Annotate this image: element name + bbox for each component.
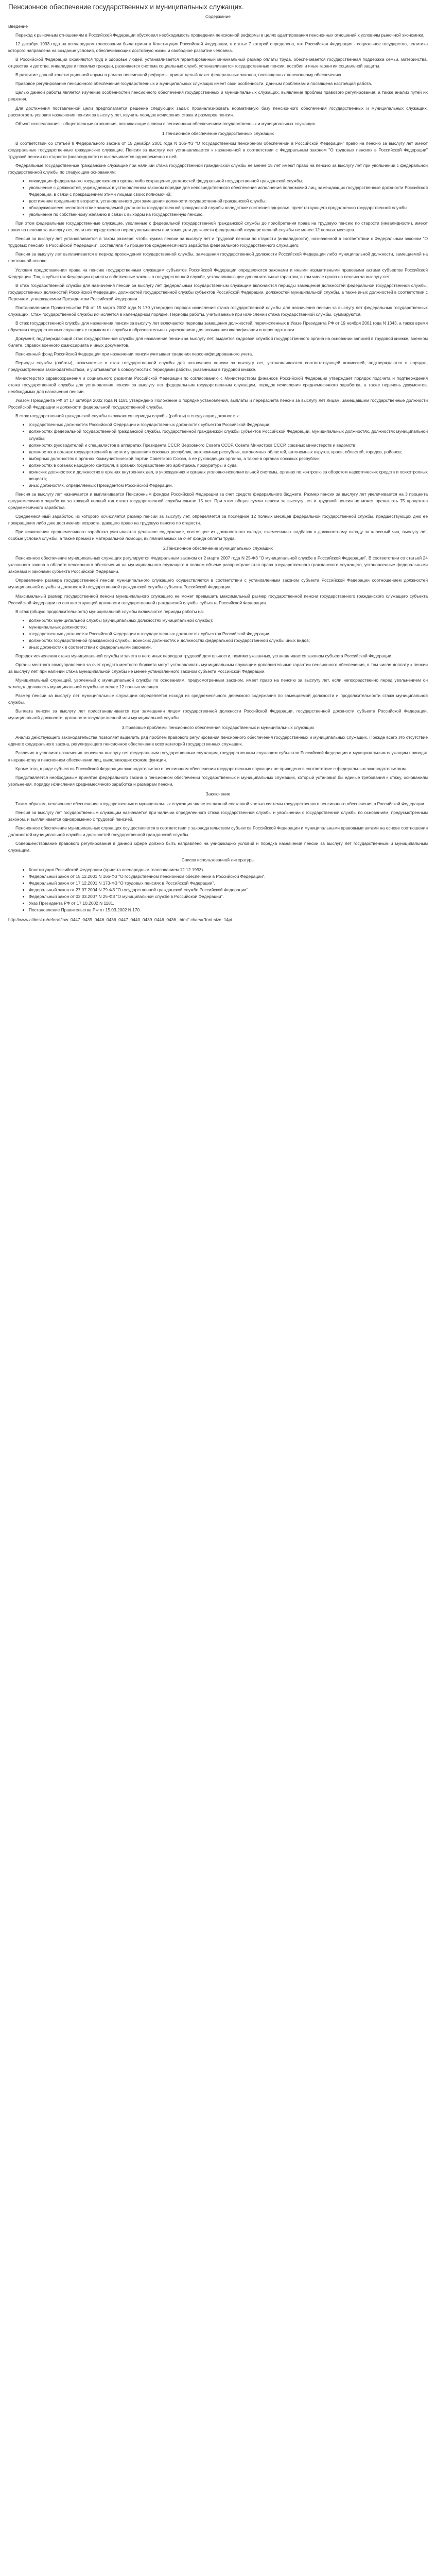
list-item: • воинских должностях и должностях в органах внутренних дел, в учреждениях и органах уголовно-исполнительной системы, органах по контролю за оборотом наркотических средств и психотропных веществ; [29,469,428,482]
paragraph: Среднемесячный заработок, из которого исчисляется размер пенсии за выслугу лет, определяется за последние 12 полных месяцев федеральной государственной службы, предшествующих дню ее прекращения либо дню достижения возраста, дающего право на трудовую пенсию по старости. [8,514,428,526]
paragraph: Представляется необходимым принятие федерального закона о пенсионном обеспечении государственных и муниципальных служащих, который установил бы единые требования к стажу, основаниям увольнения, порядку исчисления среднемесячного заработка и размерам пенсии. [8,774,428,787]
section-heading: Список использованной литературы [181,857,255,863]
list-item: • Федеральный закон от 02.03.2007 N 25-ФЗ "О муниципальной службе в Российской Федерации". [29,893,428,900]
paragraph: В стаж государственной службы для назначения пенсии за выслугу лет включаются периоды замещения должностей, перечисленных в Указе Президента РФ от 19 ноября 2001 года N 1343, а также время обучения государственных служащих с отрывом от службы в образовательных учреждениях для повышения квалификации и переподготовки. [8,320,428,332]
list-item: • муниципальных должностях; [29,624,428,631]
paragraph: Муниципальный служащий, уволенный с муниципальной службы по основаниям, предусмотренным законом, имеет право на пенсию за выслугу лет, если непосредственно перед увольнением он замещал должность муниципальной службы не менее 12 полных месяцев. [8,677,428,690]
document-page [8,0,428,934]
list-item: • Федеральный закон от 17.12.2001 N 173-ФЗ "О трудовых пенсиях в Российской Федерации". [29,880,428,887]
list-item: • выборных должностях в органах Коммунистической партии Советского Союза, в ее руководящих органах, а также в органах союзных республик; [29,455,428,462]
paragraph: При исчислении среднемесячного заработка учитываются денежное содержание, состоящее из должностного оклада, ежемесячных надбавок к должностному окладу за классный чин, выслугу лет, особые условия службы, а также премий и материальной помощи, выплачиваемых за счет фонда оплаты труда. [8,529,428,541]
paragraph: Порядок исчисления стажа муниципальной службы и зачета в него иных периодов трудовой деятельности, помимо указанных, устанавливается законом субъекта Российской Федерации. [15,653,393,658]
list-item: • Постановление Правительства РФ от 15.03.2002 N 170. [29,907,428,913]
list-item: • государственных должностях Российской Федерации и государственных должностях субъектов Российской Федерации; [29,421,428,428]
paragraph: Постановлением Правительства РФ от 15 марта 2002 года N 170 утвержден порядок исчисления стажа государственной службы для назначения пенсии за выслугу лет федеральных государственных служащих. Стаж государственной службы исчисляется в календарном порядке. Периоды работы, учитываемые при исчислении стажа государственной службы, суммируются. [8,304,428,317]
list-item: • Указ Президента РФ от 17.10.2002 N 1181. [29,900,428,907]
list-item: • Федеральный закон от 15.12.2001 N 166-ФЗ "О государственном пенсионном обеспечении в Российской Федерации". [29,873,428,880]
list-item: • ликвидация федерального государственного органа либо сокращение должностей федеральной государственной гражданской службы; [29,178,428,184]
list-item: • должностях в органах народного контроля, в органах государственного арбитража, прокуратуры и суда; [29,462,428,469]
paragraph: Максимальный размер государственной пенсии муниципального служащего не может превышать максимальный размер государственной пенсии государственного гражданского служащего субъекта Российской Федерации по соответствующей должности государственной гражданской службы субъекта Российской Федерации. [8,593,428,605]
paragraph: В Российской Федерации охраняются труд и здоровье людей, устанавливается гарантированный минимальный размер оплаты труда, обеспечивается государственная поддержка семьи, материнства, отцовства и детства, инвалидов и пожилых граждан, развивается система социальных служб, устанавливаются государственные пенсии, пособия и иные гарантии социальной защиты. [8,57,428,69]
toc-heading: Содержание [205,14,231,19]
paragraph: Переход к рыночным отношениям в Российской Федерации обусловил необходимость проведения пенсионной реформы в целях адаптирования пенсионных отношений к условиям рыночной экономики. [15,32,425,38]
document-body [8,23,428,913]
bullet-list [8,617,428,651]
list-item: • государственных должностях Российской Федерации и государственных должностях субъектов Российской Федерации; [29,631,428,637]
bullet-list [8,867,428,913]
paragraph: Анализ действующего законодательства позволяет выделить ряд проблем правового регулирования пенсионного обеспечения государственных и муниципальных служащих. Прежде всего это отсутствие единого федерального закона, регулирующего пенсионное обеспечение всех категорий государственных служащих. [8,735,428,747]
paragraph: В стаж государственной службы для назначения пенсии за выслугу лет федеральным государственным служащим включаются периоды замещения должностей федеральной государственной службы, государственных должностей Российской Федерации, должностей государственной службы субъектов Российской Федерации, должностей муниципальной службы, а также иных должностей в соответствии с Перечнем, утверждаемым Президентом Российской Федерации. [8,282,428,301]
section-heading: Заключение [205,791,231,796]
paragraph: Правовое регулирование пенсионного обеспечения государственных и муниципальных служащих имеет свои особенности. Данным проблемам и посвящена настоящая работа. [15,81,372,87]
paragraph: Объект исследования - общественные отношения, возникающие в связи с пенсионным обеспечением государственных и муниципальных служащих. [15,121,317,126]
paragraph: В соответствии со статьей 8 Федерального закона от 15 декабря 2001 года N 166-ФЗ "О государственном пенсионном обеспечении в Российской Федерации" право на пенсию за выслугу лет имеют федеральные государственные гражданские служащие. Пенсия за выслугу лет устанавливается к назначенной в соответствии с Федеральным законом "О трудовых пенсиях в Российской Федерации" трудовой пенсии по старости (инвалидности) и выплачивается одновременно с ней. [8,140,428,159]
paragraph: В стаж (общую продолжительность) муниципальной службы включаются периоды работы на: [15,608,204,614]
list-item: • Конституция Российской Федерации (принята всенародным голосованием 12.12.1993). [29,867,428,873]
list-item: • иных должностях, определяемых Президентом Российской Федерации. [29,482,428,489]
section-heading: 1.Пенсионное обеспечение государственных служащих [162,130,274,136]
paragraph: Пенсионный фонд Российской Федерации при назначении пенсии учитывает сведения персонифицированного учета. [15,351,253,357]
paragraph: Определение размера государственной пенсии муниципального служащего осуществляется в соответствии с установленным законом субъекта Российской Федерации соотношением должностей муниципальной службы и должностей государственной гражданской службы субъекта Российской Федерации. [8,578,428,590]
document-section [8,413,428,542]
list-item: • должностях в органах государственной власти и управления союзных республик, автономных республик, автономных областей, автономных округов, краев, областей, городов, районов; [29,449,428,455]
document-section [8,857,428,913]
list-item: • должностях государственной гражданской службы, воинских должностях и должностях федеральной государственной службы иных видов; [29,637,428,644]
paragraph: При этом федеральные государственные служащие, уволенные с федеральной государственной гражданской службы до приобретения права на трудовую пенсию по старости (инвалидности), имеют право на пенсию за выслугу лет, если непосредственно перед увольнением они замещали должности федеральной государственной службы не менее 12 полных месяцев. [8,221,428,233]
paragraph: Федеральные государственные гражданские служащие при наличии стажа государственной гражданской службы не менее 15 лет имеют право на пенсию за выслугу лет при увольнении с федеральной государственной службы по следующим основаниям: [8,162,428,175]
list-item: • иных должностях в соответствии с федеральными законами. [29,644,428,651]
paragraph: Размер пенсии за выслугу лет муниципальным служащим определяется исходя из среднемесячного денежного содержания по замещаемой должности и продолжительности стажа муниципальной службы. [8,693,428,705]
list-item: • Федеральный закон от 27.07.2004 N 79-ФЗ "О государственной гражданской службе Российской Федерации". [29,887,428,893]
list-item: • обнаружившееся несоответствие замещаемой должности государственной гражданской службы вследствие состояния здоровья, препятствующего продолжению государственной службы; [29,205,428,211]
paragraph: Пенсия за выслугу лет государственным служащим назначается при наличии определенного стажа государственной службы и увольнении с государственной службы по основаниям, предусмотренным законом, и выплачивается одновременно с трудовой пенсией. [8,809,428,822]
paragraph: 12 декабря 1993 года на всенародном голосовании была принята Конституция Российской Федерации, в статье 7 которой определено, что Российская Федерация - социальное государство, политика которого направлена на создание условий, обеспечивающих достойную жизнь и свободное развитие человека. [8,41,428,54]
document-section [8,130,428,411]
paragraph: В развитие данной конституционной нормы в рамках пенсионной реформы, принят целый пакет федеральных законов, посвященных пенсионному обеспечению. [15,72,342,78]
paragraph: Целью данной работы является изучение особенностей пенсионного обеспечения государственных и муниципальных служащих, выявление проблем правового регулирования, а также анализ путей их решения. [8,90,428,102]
paragraph: Выплата пенсии за выслугу лет приостанавливается при замещении лицом государственной должности Российской Федерации, государственной должности субъекта Российской Федерации, муниципальной должности, должности государственной или муниципальной службы. [8,708,428,721]
paragraph: Пенсия за выслугу лет назначается и выплачивается Пенсионным фондом Российской Федерации за счет средств федерального бюджета. Размер пенсии за выслугу лет увеличивается на 3 процента среднемесячного заработка за каждый полный год стажа государственной службы свыше 15 лет. При этом общая сумма пенсии за выслугу лет и трудовой пенсии не может превышать 75 процентов среднемесячного заработка. [8,491,428,510]
paragraph: Периоды службы (работы), включаемые в стаж государственной службы для назначения пенсии за выслугу лет, устанавливаются соответствующей комиссией, подтверждаются в порядке, предусмотренном законодательством, и учитываются в совокупности с периодами работы, указанными в трудовой книжке. [8,360,428,372]
paragraph: Пенсия за выслугу лет выплачивается в период прохождения государственной службы, замещения государственной должности Российской Федерации либо муниципальной должности, замещаемой на постоянной основе. [8,251,428,264]
paragraph: Министерство здравоохранения и социального развития Российской Федерации по согласованию с Министерством финансов Российской Федерации утверждает порядок подсчета и подтверждения стажа государственной службы для установления пенсии за выслугу лет федеральным государственным служащим, порядок исчисления среднемесячного заработка, а также перечень документов, необходимых для назначения пенсии. [8,376,428,395]
document-section [8,23,428,127]
section-heading: 2.Пенсионное обеспечение муниципальных служащих [163,546,273,551]
bullet-list [8,421,428,488]
list-item: • должностях муниципальной службы (муниципальных должностях муниципальной службы); [29,617,428,624]
paragraph: Введение [8,24,28,29]
list-item: • должностях руководителей и специалистов в аппаратах Президента СССР, Верховного Совета СССР, Совета Министров СССР, союзных министерств и ведомств; [29,442,428,449]
paragraph: Кроме того, в ряде субъектов Российской Федерации законодательство о пенсионном обеспечении государственных служащих не приведено в соответствие с федеральным законодательством. [15,766,407,771]
paragraph: Документ, подтверждающий стаж государственной службы для назначения пенсии за выслугу лет, выдается кадровой службой государственного органа на основании записей в трудовой книжке, военном билете, справок военного комиссариата и иных документов. [8,335,428,348]
document-section [8,791,428,854]
section-heading: 3.Правовые проблемы пенсионного обеспечения государственных и муниципальных служащих [121,725,315,731]
list-item: • увольнение с должностей, учреждаемых в установленном законом порядке для непосредственного обеспечения исполнения полномочий лиц, замещающих государственные должности Российской Федерации, в связи с прекращением этими лицами своих полномочий; [29,184,428,198]
paragraph: Пенсионное обеспечение муниципальных служащих регулируется Федеральным законом от 2 марта 2007 года N 25-ФЗ "О муниципальной службе в Российской Федерации". В соответствии со статьей 24 указанного закона в области пенсионного обеспечения на муниципального служащего в полном объеме распространяются права государственного гражданского служащего, установленные федеральными законами и законами субъекта Российской Федерации. [8,555,428,574]
paragraph: Пенсионное обеспечение муниципальных служащих осуществляется в соответствии с законодательством субъектов Российской Федерации и муниципальными правовыми актами на основе соотношения должностей муниципальной службы и должностей государственной гражданской службы. [8,825,428,837]
document-title: Пенсионное обеспечение государственных и муниципальных служащих. [8,3,244,11]
paragraph: Указом Президента РФ от 17 октября 2002 года N 1181 утверждено Положение о порядке установления, выплаты и перерасчета пенсии за выслугу лет лицам, замещавшим государственные должности Российской Федерации и должности федеральной государственной службы. [8,398,428,410]
paragraph: Различия в условиях назначения пенсии за выслугу лет федеральным государственным служащим, государственным служащим субъектов Российской Федерации и муниципальным служащим приводят к неравенству в пенсионном обеспечении лиц, выполняющих схожие функции. [8,750,428,762]
list-item: • увольнение по собственному желанию в связи с выходом на государственную пенсию. [29,211,428,218]
paragraph: Пенсия за выслугу лет устанавливается в таком размере, чтобы сумма пенсии за выслугу лет и трудовой пенсии по старости (инвалидности), назначенной в соответствии с Федеральным законом "О трудовых пенсиях в Российской Федерации", составляла 45 процентов среднемесячного заработка федерального государственного служащего. [8,236,428,248]
paragraph: Для достижения поставленной цели предполагается решение следующих задач: проанализировать нормативную базу пенсионного обеспечения государственных и муниципальных служащих, рассмотреть условия назначения пенсии за выслугу лет, изучить порядок исчисления стажа и размеров пенсии. [8,105,428,117]
source-url-text: http://www.allbest.ru/referat/law_0447_0439_0446_0436_0447_0440_0439_0446_0436_.html" chars="font-size: 14pt [8,917,233,923]
paragraph: Совершенствование правового регулирования в данной сфере должно быть направлено на унификацию условий и порядка назначения пенсии за выслугу лет государственным и муниципальным служащим. [8,840,428,853]
paragraph: В стаж государственной гражданской службы включаются периоды службы (работы) в следующих должностях: [15,413,240,419]
list-item: • должностях федеральной государственной гражданской службы, государственной гражданской службы субъектов Российской Федерации, муниципальных должностях, должностях муниципальной службы; [29,428,428,442]
list-item: • достижение предельного возраста, установленного для замещения должности государственной гражданской службы; [29,198,428,205]
paragraph: Таким образом, пенсионное обеспечение государственных и муниципальных служащих является важной составной частью системы государственного пенсионного обеспечения в Российской Федерации. [15,801,426,806]
document-section [8,545,428,721]
document-section [8,724,428,787]
paragraph: Условия предоставления права на пенсию государственным служащим субъектов Российской Федерации определяются законами и иными нормативными правовыми актами субъектов Российской Федерации. Так, в субъектах Федерации приняты собственные законы о государственной службе, устанавливающие дополнительные гарантии, в том числе право на пенсию за выслугу лет. [8,267,428,279]
bullet-list [8,178,428,218]
paragraph: Органы местного самоуправления за счет средств местного бюджета могут устанавливать муниципальным служащим дополнительные гарантии пенсионного обеспечения, в том числе доплату к пенсии за выслугу лет, при наличии стажа муниципальной службы не менее установленного законом субъекта Российской Федерации. [8,662,428,674]
